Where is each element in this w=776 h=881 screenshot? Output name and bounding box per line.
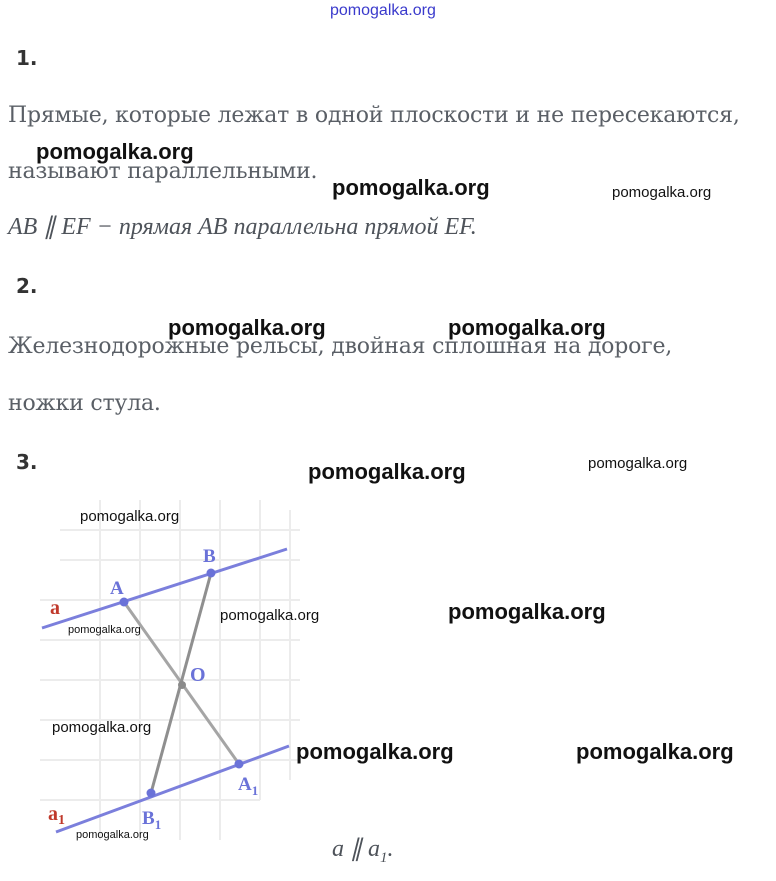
watermark: pomogalka.org	[332, 175, 490, 200]
label-A: A	[110, 578, 124, 599]
watermark: pomogalka.org	[168, 315, 326, 340]
watermark: pomogalka.org	[80, 508, 180, 525]
label-B: B	[203, 546, 216, 567]
label-O: O	[190, 664, 206, 686]
label-B1: $B_1$	[142, 808, 162, 832]
label-A1: $A_1$	[238, 774, 259, 798]
watermark: pomogalka.org	[448, 315, 606, 340]
definition-line-1: Прямые, которые лежат в одной плоскости и не пересекаются,	[8, 103, 740, 128]
point-B	[207, 569, 216, 578]
watermark: pomogalka.org	[448, 599, 606, 624]
watermark: pomogalka.org	[220, 607, 320, 624]
task-number-3: 3.	[16, 450, 38, 474]
watermark: pomogalka.org	[612, 184, 712, 201]
watermark: pomogalka.org	[308, 459, 466, 484]
label-line-a1: $a_1$	[48, 803, 65, 828]
watermark: pomogalka.org	[76, 829, 149, 841]
notation-line: AB ∥ EF − прямая AB параллельна прямой EF.	[8, 214, 477, 240]
task-number-2: 2.	[16, 274, 38, 298]
point-O	[178, 681, 186, 689]
watermark: pomogalka.org	[36, 139, 194, 164]
label-line-a: a	[50, 597, 60, 619]
figure-caption: a ∥ $a_1$.	[332, 836, 394, 866]
task-number-1: 1.	[16, 46, 38, 70]
watermark: pomogalka.org	[52, 719, 152, 736]
examples-line-2: ножки стула.	[8, 391, 161, 416]
definition-line-2: называют параллельными.	[8, 159, 318, 184]
watermark: pomogalka.org	[588, 455, 688, 472]
point-B1	[147, 789, 156, 798]
watermark: pomogalka.org	[68, 624, 141, 636]
examples-line-1: Железнодорожные рельсы, двойная сплошная на дороге,	[8, 334, 673, 359]
watermark: pomogalka.org	[576, 739, 734, 764]
point-A1	[235, 760, 244, 769]
watermark: pomogalka.org	[296, 739, 454, 764]
site-url[interactable]: pomogalka.org	[330, 2, 436, 19]
